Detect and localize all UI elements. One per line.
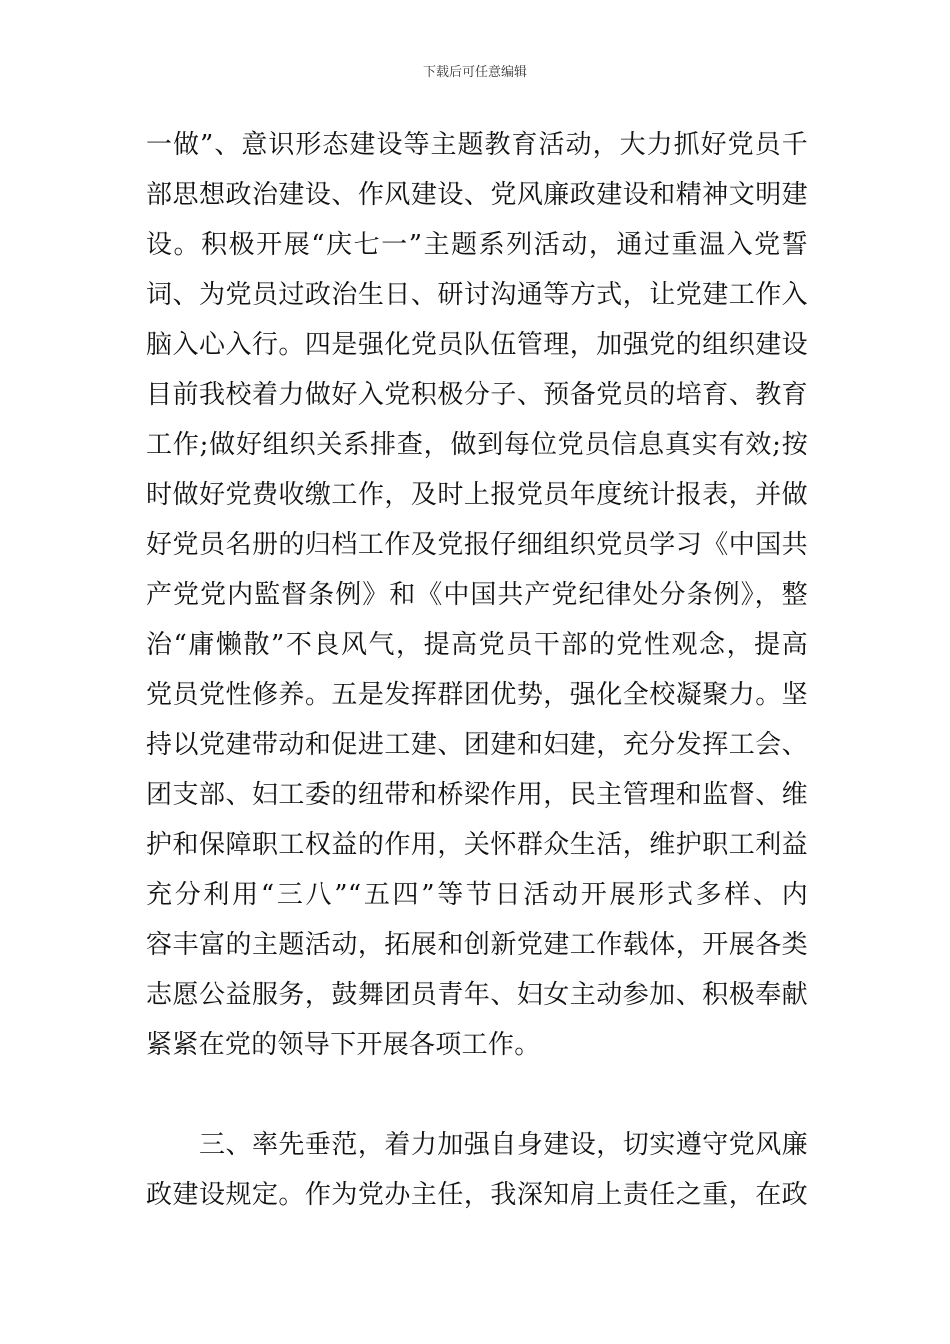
text-line: 治“庸懒散”不良风气，提高党员干部的党性观念，提高 [146,630,808,660]
body-paragraph [146,1120,808,1220]
text-line: 政建设规定。作为党办主任，我深知肩上责任之重，在政 [146,1180,808,1210]
text-line: 志愿公益服务，鼓舞团员青年、妇女主动参加、积极奉献 [146,980,808,1010]
page-header: 下载后可任意编辑 [422,65,527,80]
text-line: 时做好党费收缴工作，及时上报党员年度统计报表，并做 [146,480,808,510]
body-paragraph [146,120,808,1070]
text-line: 工作;做好组织关系排查，做到每位党员信息真实有效;按 [146,430,808,460]
text-line: 党员党性修养。五是发挥群团优势，强化全校凝聚力。坚 [146,680,808,710]
text-line: 脑入心入行。四是强化党员队伍管理，加强党的组织建设 [146,330,808,360]
text-line: 产党党内監督条例》和《中国共产党纪律处分条例》，整 [146,580,808,610]
text-line: 充分利用“三八”“五四”等节日活动开展形式多样、内 [146,880,808,910]
text-line: 紧紧在党的领导下开展各项工作。 [146,1030,541,1060]
text-line: 部思想政治建设、作风建设、党风廉政建设和精神文明建 [146,180,808,210]
text-line: 一做”、意识形态建设等主题教育活动，大力抓好党员千 [146,130,808,160]
text-line: 容丰富的主题活动，拓展和创新党建工作载体，开展各类 [146,930,808,960]
text-line: 设。积极开展“庆七一”主题系列活动，通过重温入党誓 [146,230,808,260]
text-line: 目前我校着力做好入党积极分子、预备党员的培育、教育 [146,380,808,410]
text-line: 好党员名册的归档工作及党报仔细组织党员学习《中国共 [146,530,808,560]
text-line: 词、为党员过政治生日、研讨沟通等方式，让党建工作入 [146,280,808,310]
text-line: 团支部、妇工委的纽带和桥梁作用，民主管理和监督、维 [146,780,808,810]
text-line: 持以党建带动和促进工建、团建和妇建，充分发挥工会、 [146,730,808,760]
text-line: 护和保障职工权益的作用，关怀群众生活，维护职工利益 [146,830,808,860]
text-line: 三、率先垂范，着力加强自身建设，切实遵守党风廉 [146,1130,808,1160]
